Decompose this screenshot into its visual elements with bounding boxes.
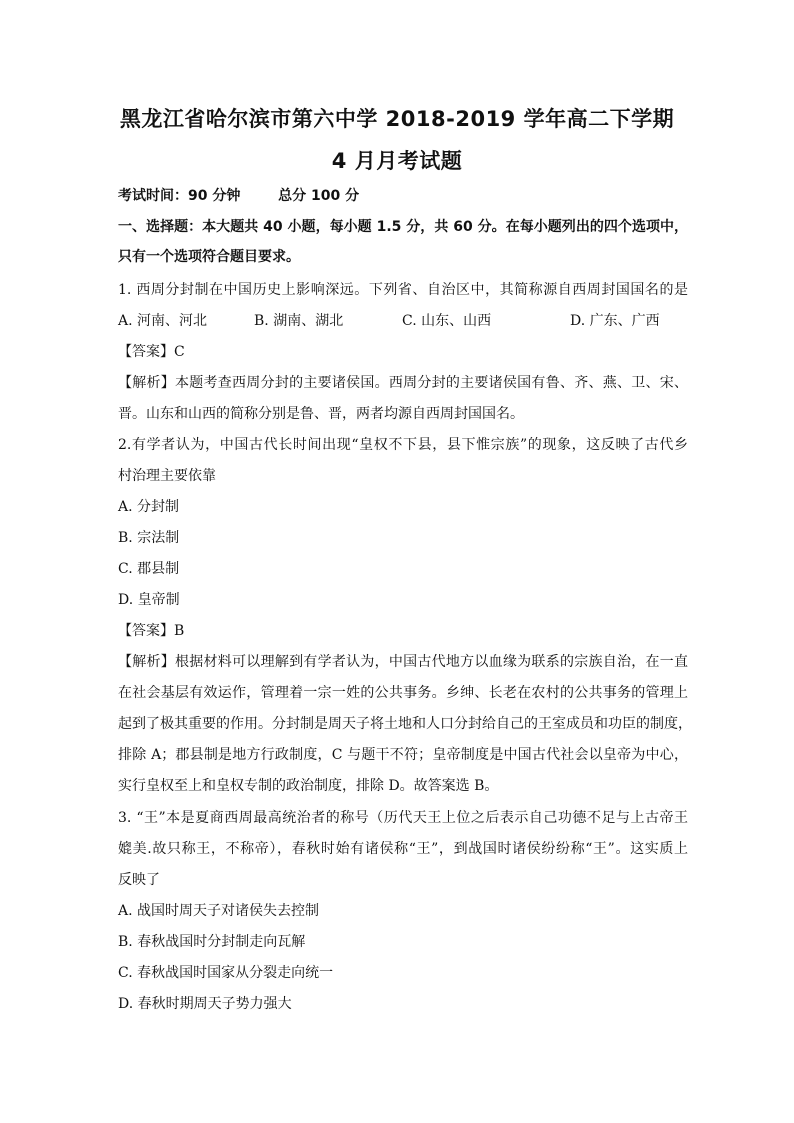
q1-options [118,311,688,331]
q2-analysis-line: 在社会基层有效运作，管理着一宗一姓的公共事务。乡绅、长老在农村的公共事务的管理上 [118,685,688,701]
q3-stem-line: 反映了 [118,872,160,888]
q2-option-b: B. 宗法制 [118,530,180,546]
q1-stem: 1. 西周分封制在中国历史上影响深远。下列省、自治区中，其简称源自西周封国国名的是 [118,282,688,298]
q3-stem-line: 媲美.故只称王，不称帝），春秋时始有诸侯称“王”，到战国时诸侯纷纷称“王”。这实质上 [118,841,688,857]
q3-option-b: B. 春秋战国时分封制走向瓦解 [118,934,306,950]
q2-option-a: A. 分封制 [118,499,180,515]
q1-option-a: A. 河南、河北 [118,313,208,329]
q2-option-c: C. 郡县制 [118,561,180,577]
q2-analysis-line: 起到了极其重要的作用。分封制是周天子将土地和人口分封给自己的王室成员和功臣的制度， [118,716,692,732]
section-heading-line2: 只有一个选项符合题目要求。 [118,249,300,265]
q3-option-a: A. 战国时周天子对诸侯失去控制 [118,903,320,919]
q2-stem-line2: 村治理主要依靠 [118,468,216,484]
q2-analysis-line: 实行皇权至上和皇权专制的政治制度，排除 D。故答案选 B。 [118,778,499,794]
exam-score: 总分 100 分 [278,188,360,204]
q1-answer: 【答案】C [118,344,185,360]
q1-option-d: D. 广东、广西 [570,313,660,329]
page-title: 黑龙江省哈尔滨市第六中学 2018-2019 学年高二下学期 [119,107,675,131]
q2-stem-line1: 2.有学者认为，中国古代长时间出现“皇权不下县，县下惟宗族”的现象，这反映了古代乡 [118,437,688,453]
page-subtitle: 4 月月考试题 [331,149,463,173]
q3-stem-line: 3. “王”本是夏商西周最高统治者的称号（历代天王上位之后表示自己功德不足与上古帝王 [118,810,688,826]
exam-time: 考试时间：90 分钟 [118,188,241,204]
q1-analysis-line1: 【解析】本题考查西周分封的主要诸侯国。西周分封的主要诸侯国有鲁、齐、燕、卫、宋、 [118,375,688,391]
exam-info [118,186,688,206]
q3-option-c: C. 春秋战国时国家从分裂走向统一 [118,965,334,981]
q2-analysis-line: 排除 A；郡县制是地方行政制度，C 与题干不符；皇帝制度是中国古代社会以皇帝为中心， [118,747,688,763]
q2-analysis-line: 【解析】根据材料可以理解到有学者认为，中国古代地方以血缘为联系的宗族自治，在一直 [118,654,688,670]
q1-analysis-line2: 晋。山东和山西的简称分别是鲁、晋，两者均源自西周封国国名。 [118,406,524,422]
q2-option-d: D. 皇帝制 [118,592,180,608]
q1-option-c: C. 山东、山西 [402,313,492,329]
q3-option-d: D. 春秋时期周天子势力强大 [118,996,292,1012]
q1-option-b: B. 湖南、湖北 [254,313,344,329]
section-heading-line1: 一、选择题：本大题共 40 小题，每小题 1.5 分，共 60 分。在每小题列出的四个选项中， [118,219,688,235]
q2-answer: 【答案】B [118,623,185,639]
